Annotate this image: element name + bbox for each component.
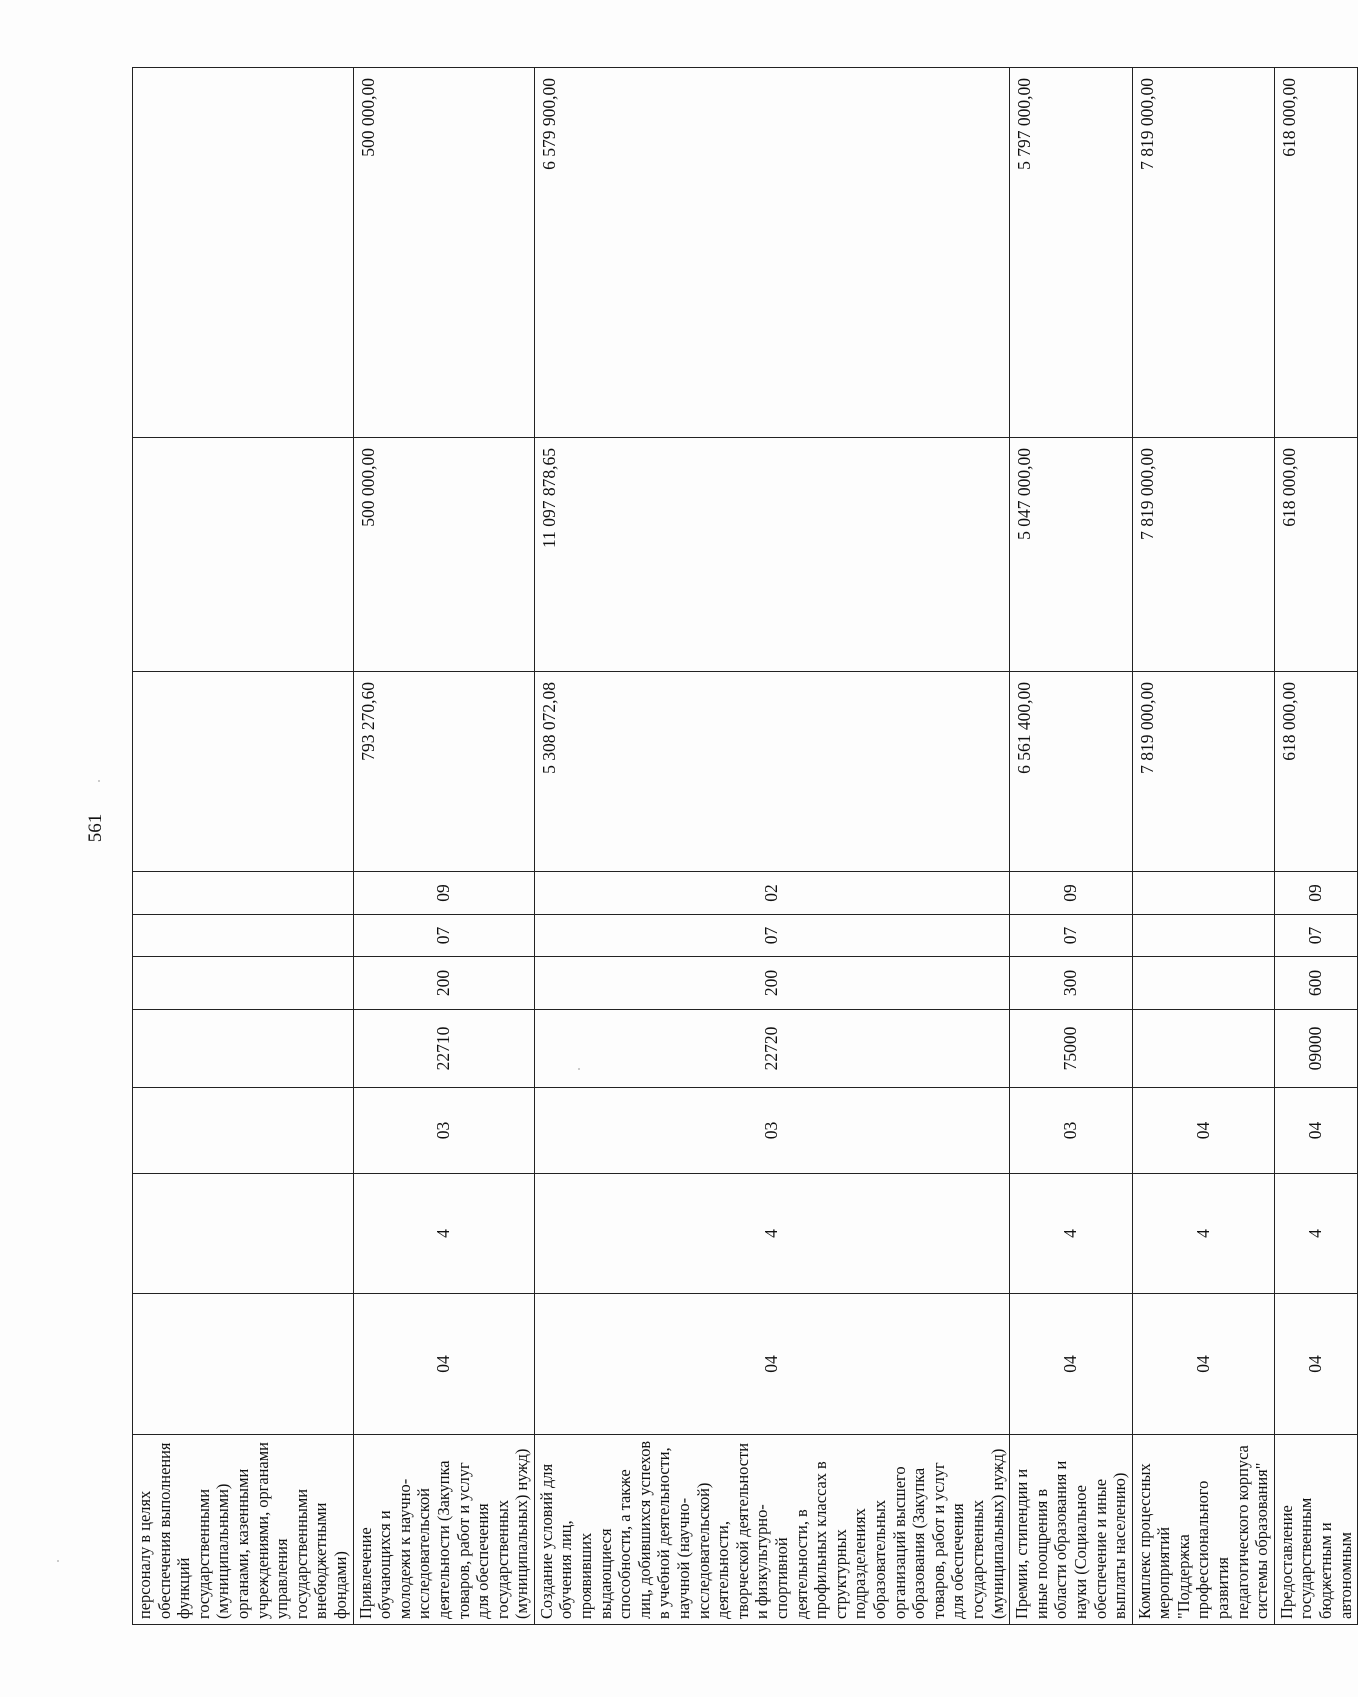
cell-amount-2: 5 047 000,00 xyxy=(1010,438,1133,672)
cell-code-7 xyxy=(1132,872,1274,915)
cell-code-3: 04 xyxy=(1274,1088,1357,1174)
cell-code-5: 600 xyxy=(1274,957,1357,1010)
cell-code-4: 22720 xyxy=(534,1010,1009,1088)
cell-code-3: 04 xyxy=(1132,1088,1274,1174)
cell-code-3: 03 xyxy=(534,1088,1009,1174)
cell-amount-2: 11 097 878,65 xyxy=(534,438,1009,672)
cell-code-2: 4 xyxy=(1132,1174,1274,1294)
cell-amount-2: 7 819 000,00 xyxy=(1132,438,1274,672)
table-row xyxy=(1010,68,1133,1625)
cell-amount-3 xyxy=(133,68,354,438)
row-name: Предоставление государственным бюджетным и автономным xyxy=(1274,1435,1357,1625)
cell-amount-1: 7 819 000,00 xyxy=(1132,672,1274,872)
cell-code-1: 04 xyxy=(1010,1294,1133,1435)
cell-code-5: 300 xyxy=(1010,957,1133,1010)
cell-amount-3: 500 000,00 xyxy=(353,68,534,438)
cell-code-4: 09000 xyxy=(1274,1010,1357,1088)
cell-code-6: 07 xyxy=(353,915,534,957)
row-name: персоналу в целях обеспечения выполнения функций государственными (муниципальными) органами, казенными учреждениями, органами управления государственными внебюджетными фондами) xyxy=(133,1435,354,1625)
cell-code-1 xyxy=(133,1294,354,1435)
scan-speck xyxy=(98,780,100,782)
cell-code-6 xyxy=(1132,915,1274,957)
cell-code-1: 04 xyxy=(1132,1294,1274,1435)
row-name: Привлечение обучающихся и молодежи к научно-исследовательской деятельности (Закупка товаров, работ и услуг для обеспечения государственных (муниципальных) нужд) xyxy=(353,1435,534,1625)
cell-code-2: 4 xyxy=(353,1174,534,1294)
cell-code-7: 09 xyxy=(353,872,534,915)
cell-amount-1: 618 000,00 xyxy=(1274,672,1357,872)
cell-amount-3: 5 797 000,00 xyxy=(1010,68,1133,438)
cell-code-3: 03 xyxy=(1010,1088,1133,1174)
cell-amount-2: 618 000,00 xyxy=(1274,438,1357,672)
cell-code-5 xyxy=(133,957,354,1010)
table-row xyxy=(1274,68,1357,1625)
cell-amount-1: 6 561 400,00 xyxy=(1010,672,1133,872)
cell-code-4: 22710 xyxy=(353,1010,534,1088)
cell-amount-1: 793 270,60 xyxy=(353,672,534,872)
table-row xyxy=(133,68,354,1625)
row-name: Создание условий для обучения лиц, проявивших выдающиеся способности, а также лиц, добившихся успехов в учебной деятельности, научной (научно-исследовательской) деятельности, творческой деятельности и физкультурно-спортивной деятельности, в профильных классах в структурных подразделениях образовательных организаций высшего образования (Закупка товаров, работ и услуг для обеспечения государственных (муниципальных) нужд) xyxy=(534,1435,1009,1625)
cell-code-2: 4 xyxy=(534,1174,1009,1294)
cell-code-7: 09 xyxy=(1010,872,1133,915)
cell-amount-1 xyxy=(133,672,354,872)
scan-speck xyxy=(578,1068,580,1070)
cell-code-6 xyxy=(133,915,354,957)
row-name: Премии, стипендии и иные поощрения в области образования и науки (Социальное обеспечение и иные выплаты населению) xyxy=(1010,1435,1133,1625)
cell-code-6: 07 xyxy=(534,915,1009,957)
table-row xyxy=(1132,68,1274,1625)
cell-amount-1: 5 308 072,08 xyxy=(534,672,1009,872)
cell-amount-3: 7 819 000,00 xyxy=(1132,68,1274,438)
scan-speck xyxy=(57,1560,59,1562)
row-name: Комплекс процессных мероприятий "Поддержка профессионального развития педагогического корпуса системы образования" xyxy=(1132,1435,1274,1625)
cell-code-2: 4 xyxy=(1010,1174,1133,1294)
cell-code-7: 09 xyxy=(1274,872,1357,915)
cell-code-7: 02 xyxy=(534,872,1009,915)
cell-amount-3: 6 579 900,00 xyxy=(534,68,1009,438)
table-row xyxy=(534,68,1009,1625)
cell-amount-2 xyxy=(133,438,354,672)
page-number: 561 xyxy=(85,813,106,843)
cell-code-3 xyxy=(133,1088,354,1174)
cell-amount-2: 500 000,00 xyxy=(353,438,534,672)
cell-code-4: 75000 xyxy=(1010,1010,1133,1088)
cell-amount-3: 618 000,00 xyxy=(1274,68,1357,438)
cell-code-2 xyxy=(133,1174,354,1294)
budget-table xyxy=(132,67,1358,1625)
budget-table-rotated xyxy=(132,68,1358,1625)
cell-code-1: 04 xyxy=(534,1294,1009,1435)
cell-code-5: 200 xyxy=(353,957,534,1010)
cell-code-3: 03 xyxy=(353,1088,534,1174)
table-row xyxy=(353,68,534,1625)
cell-code-7 xyxy=(133,872,354,915)
cell-code-5 xyxy=(1132,957,1274,1010)
cell-code-4 xyxy=(133,1010,354,1088)
cell-code-2: 4 xyxy=(1274,1174,1357,1294)
cell-code-1: 04 xyxy=(353,1294,534,1435)
cell-code-1: 04 xyxy=(1274,1294,1357,1435)
cell-code-6: 07 xyxy=(1274,915,1357,957)
cell-code-5: 200 xyxy=(534,957,1009,1010)
cell-code-6: 07 xyxy=(1010,915,1133,957)
cell-code-4 xyxy=(1132,1010,1274,1088)
